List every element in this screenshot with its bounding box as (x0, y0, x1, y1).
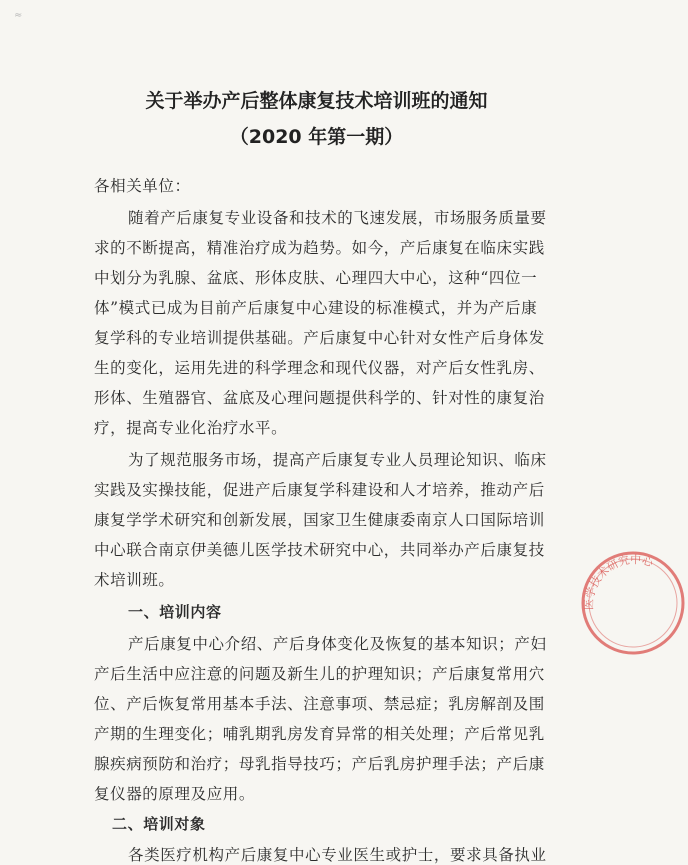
body-line: 复仪器的原理及应用。 (94, 785, 256, 803)
body-line: 求的不断提高，精准治疗成为趋势。如今，产后康复在临床实践 (94, 239, 545, 257)
body-line: 腺疾病预防和治疗；母乳指导技巧；产后乳房护理手法；产后康 (94, 755, 545, 773)
body-line: 实践及实操技能，促进产后康复学科建设和人才培养，推动产后 (94, 481, 545, 499)
document-title: 关于举办产后整体康复技术培训班的通知 (145, 90, 488, 112)
svg-text:医学技术研究中心 (583, 552, 656, 610)
section-heading-content: 一、培训内容 (128, 603, 222, 621)
body-line: 各类医疗机构产后康复中心专业医生或护士，要求具备执业 (128, 846, 547, 864)
stamp-text: 医学技术研究中心 (582, 553, 655, 611)
body-line: 产后康复中心介绍、产后身体变化及恢复的基本知识；产妇 (128, 635, 547, 653)
body-line: 体”模式已成为目前产后康复中心建设的标准模式，并为产后康 (94, 299, 538, 317)
document-subtitle: （2020 年第一期） (229, 126, 404, 148)
body-line: 生的变化，运用先进的科学理念和现代仪器，对产后女性乳房、 (94, 359, 545, 377)
section-heading-audience: 二、培训对象 (112, 815, 206, 833)
body-line: 为了规范服务市场，提高产后康复专业人员理论知识、临床 (128, 451, 547, 469)
corner-mark: ≈ (14, 10, 23, 21)
body-line: 形体、生殖器官、盆底及心理问题提供科学的、针对性的康复治 (94, 389, 545, 407)
official-stamp (578, 548, 688, 658)
salutation: 各相关单位： (94, 177, 191, 195)
body-line: 产期的生理变化；哺乳期乳房发育异常的相关处理；产后常见乳 (94, 725, 545, 743)
body-line: 产后生活中应注意的问题及新生儿的护理知识；产后康复常用穴 (94, 665, 545, 683)
body-line: 中心联合南京伊美德儿医学技术研究中心，共同举办产后康复技 (94, 541, 545, 559)
body-line: 康复学学术研究和创新发展，国家卫生健康委南京人口国际培训 (94, 511, 545, 529)
body-line: 复学科的专业培训提供基础。产后康复中心针对女性产后身体发 (94, 329, 545, 347)
body-line: 位、产后恢复常用基本手法、注意事项、禁忌症；乳房解剖及围 (94, 695, 545, 713)
body-line: 术培训班。 (94, 571, 175, 589)
body-line: 中划分为乳腺、盆底、形体皮肤、心理四大中心，这种“四位一 (94, 269, 538, 287)
body-line: 随着产后康复专业设备和技术的飞速发展，市场服务质量要 (128, 209, 547, 227)
body-line: 疗，提高专业化治疗水平。 (94, 419, 288, 437)
